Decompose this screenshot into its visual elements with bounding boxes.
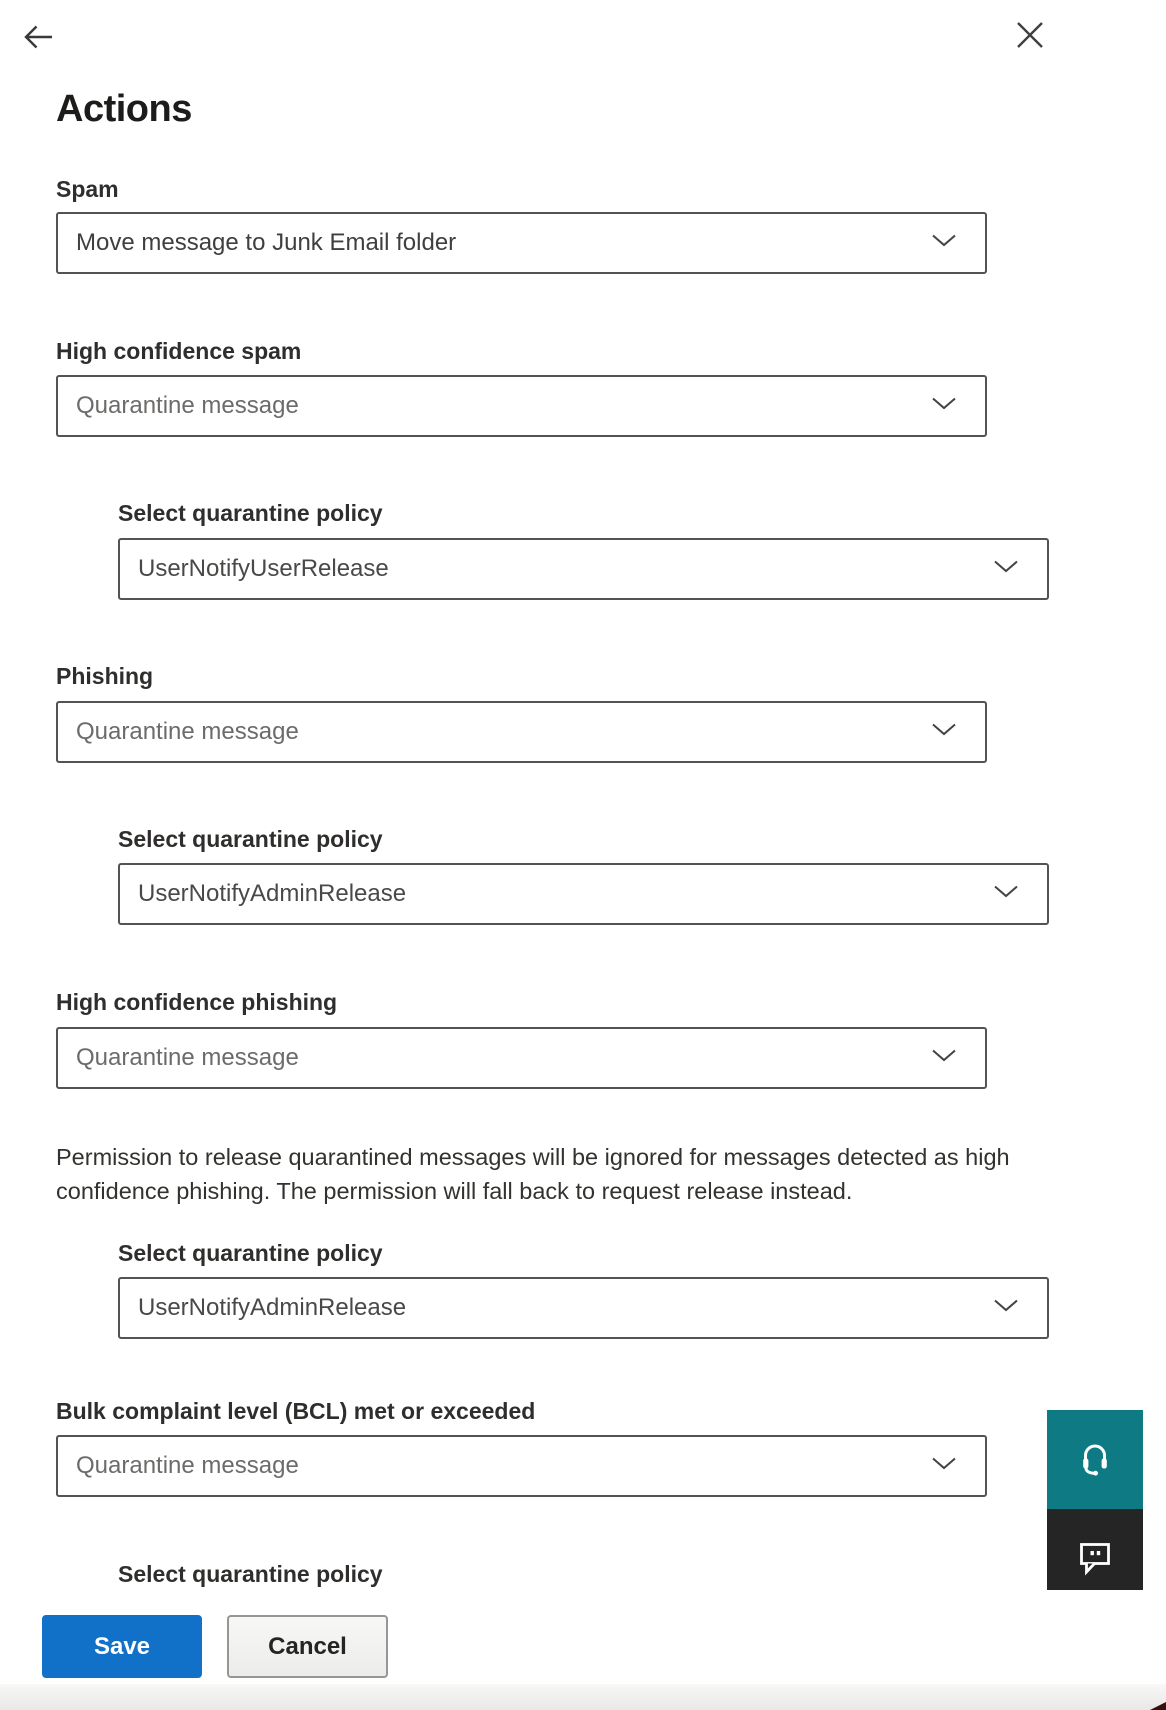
- field-label: Select quarantine policy: [118, 1561, 383, 1587]
- bottom-strip: [0, 1684, 1166, 1710]
- field-label: Phishing: [56, 663, 154, 689]
- field-hcs-quarantine-policy: [118, 500, 383, 527]
- selected-value: UserNotifyUserRelease: [138, 555, 389, 582]
- selected-value: Quarantine message: [76, 1044, 299, 1071]
- permission-note: Permission to release quarantined messages will be ignored for messages detected as high confidence phishing. The permission will fall back to request release instead.: [56, 1144, 1010, 1204]
- chevron-down-icon: [931, 722, 957, 742]
- chevron-down-icon: [931, 396, 957, 416]
- field-label: Select quarantine policy: [118, 500, 383, 526]
- chevron-down-icon: [993, 884, 1019, 904]
- support-button[interactable]: [1047, 1410, 1143, 1509]
- field-label: High confidence spam: [56, 338, 302, 364]
- bcl-action-select[interactable]: [56, 1435, 987, 1497]
- footer-bar: [0, 1590, 1166, 1710]
- field-label: High confidence phishing: [56, 989, 338, 1015]
- phishing-action-select[interactable]: [56, 701, 987, 763]
- selected-value: Move message to Junk Email folder: [76, 229, 457, 256]
- hcp-quarantine-policy-select[interactable]: [118, 1277, 1049, 1339]
- field-phishing: [56, 663, 153, 690]
- page-title: Actions: [56, 88, 192, 130]
- hcs-quarantine-policy-select[interactable]: [118, 538, 1049, 600]
- field-high-confidence-phishing: [56, 989, 337, 1016]
- selected-value: Quarantine message: [76, 1452, 299, 1479]
- high-confidence-spam-action-select[interactable]: [56, 375, 987, 437]
- selected-value: UserNotifyAdminRelease: [138, 1294, 407, 1321]
- phishing-quarantine-policy-select[interactable]: [118, 863, 1049, 925]
- chevron-down-icon: [931, 1456, 957, 1476]
- chevron-down-icon: [931, 233, 957, 253]
- field-bcl: [56, 1398, 535, 1425]
- save-button[interactable]: Save: [42, 1615, 202, 1678]
- field-high-confidence-spam: [56, 338, 301, 365]
- field-label: Select quarantine policy: [118, 1240, 383, 1266]
- selected-value: UserNotifyAdminRelease: [138, 880, 407, 907]
- hcp-action-select[interactable]: [56, 1027, 987, 1089]
- feedback-icon: [1071, 1532, 1119, 1583]
- field-label: Select quarantine policy: [118, 826, 383, 852]
- chevron-down-icon: [993, 1298, 1019, 1318]
- cancel-button[interactable]: Cancel: [227, 1615, 388, 1678]
- selected-value: Quarantine message: [76, 392, 299, 419]
- selected-value: Quarantine message: [76, 718, 299, 745]
- headset-icon: [1071, 1434, 1119, 1485]
- field-label: Spam: [56, 176, 119, 202]
- field-bcl-quarantine-policy: [118, 1561, 383, 1588]
- field-hcp-quarantine-policy: [118, 1240, 383, 1267]
- field-label: Bulk complaint level (BCL) met or exceeded: [56, 1398, 536, 1424]
- field-phishing-quarantine-policy: [118, 826, 383, 853]
- chevron-down-icon: [931, 1048, 957, 1068]
- spam-action-select[interactable]: [56, 212, 987, 274]
- chevron-down-icon: [993, 559, 1019, 579]
- field-spam: [56, 176, 119, 203]
